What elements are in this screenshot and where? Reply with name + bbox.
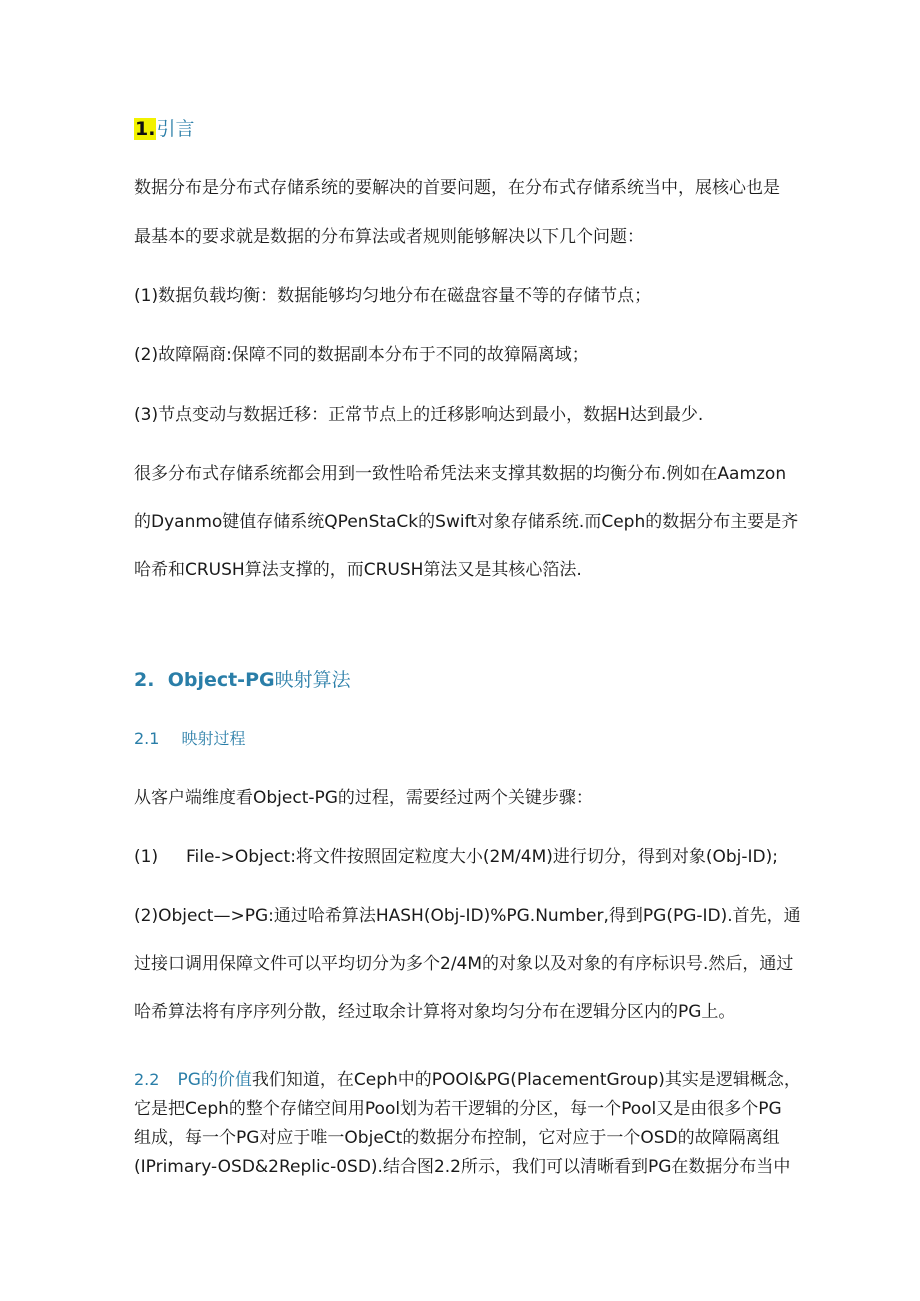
paragraph-line: 哈希算法将有序序列分散，经过取余计算将对象均匀分布在逻辑分区内的PG上。: [134, 1002, 736, 1022]
paragraph-line: 从客户端维度看Object-PG的过程，需要经过两个关键步骤：: [134, 788, 593, 808]
paragraph-line: 它是把Ceph的整个存储空间用Pool划为若干逻辑的分区，每一个Pool又是由很多个PG: [134, 1099, 782, 1119]
section-1-number: 1.: [135, 118, 156, 140]
section-2-title-rest: 映射算法: [274, 669, 351, 691]
list-item: (2)Object—>PG:通过哈希算法HASH(Obj-ID)%PG.Number,得到PG(PG-ID).首先，通: [134, 906, 801, 926]
list-item: (2)故障隔商:保障不同的数据副本分布于不同的故獐隔离域；: [134, 345, 589, 365]
section-2-number: 2.: [134, 669, 155, 691]
subsection-2-2-paragraph: [134, 1068, 801, 1092]
section-1-heading: [134, 117, 194, 141]
subsection-2-2-number: 2.2: [134, 1070, 160, 1089]
list-item: (3)节点变动与数据迁移：正常节点上的迁移影响达到最小，数据H达到最少.: [134, 405, 704, 425]
list-item: (1)数据负载均衡：数据能够均匀地分布在磁盘容量不等的存储节点；: [134, 286, 652, 306]
paragraph-line: 数据分布是分布式存储系统的要解决的首要问题，在分布式存储系统当中，展核心也是: [134, 178, 780, 198]
paragraph-line: 的Dyanmo键值存储系统QPenStaCk的Swift对象存储系统.而Ceph的数据分布主要是齐: [134, 512, 799, 532]
subsection-2-2-title: PG的价值: [177, 1070, 252, 1090]
paragraph-line: (IPrimary-OSD&2Replic-0SD).结合图2.2所示，我们可以清晰看到PG在数据分布当中: [134, 1157, 791, 1177]
list-item-label: (1): [134, 847, 159, 867]
paragraph-line: 过接口调用保障文件可以平均切分为多个2/4M的对象以及对象的有序标识号.然后，通过: [134, 954, 794, 974]
paragraph-text: 我们知道，在Ceph中的POOl&PG(PlacementGroup)其实是逻辑概念，: [251, 1070, 801, 1090]
section-2-title-bold: Object-PG: [167, 669, 275, 691]
list-item: [134, 845, 778, 869]
paragraph-line: 哈希和CRUSH算法支撑的，而CRUSH第法又是其核心箔法.: [134, 560, 582, 580]
list-item-text: File->Object:将文件按照固定粒度大小(2M/4M)进行切分，得到对象(Obj-ID);: [186, 847, 779, 867]
subsection-2-1-number: 2.1: [134, 729, 160, 748]
subsection-2-1-title: 映射过程: [181, 729, 246, 748]
paragraph-line: 最基本的要求就是数据的分布算法或者规则能够解决以下几个问题：: [134, 227, 644, 247]
section-1-title: 引言: [156, 118, 195, 140]
paragraph-line: 很多分布式存储系统都会用到一致性哈希凭法来支撑其数据的均衡分布.例如在Aamzon: [134, 464, 787, 484]
paragraph-line: 组成，每一个PG对应于唯一ObjeCt的数据分布控制，它对应于一个OSD的故障隔离组: [134, 1128, 780, 1148]
section-2-heading: [134, 668, 351, 692]
subsection-2-1-heading: [134, 727, 245, 751]
